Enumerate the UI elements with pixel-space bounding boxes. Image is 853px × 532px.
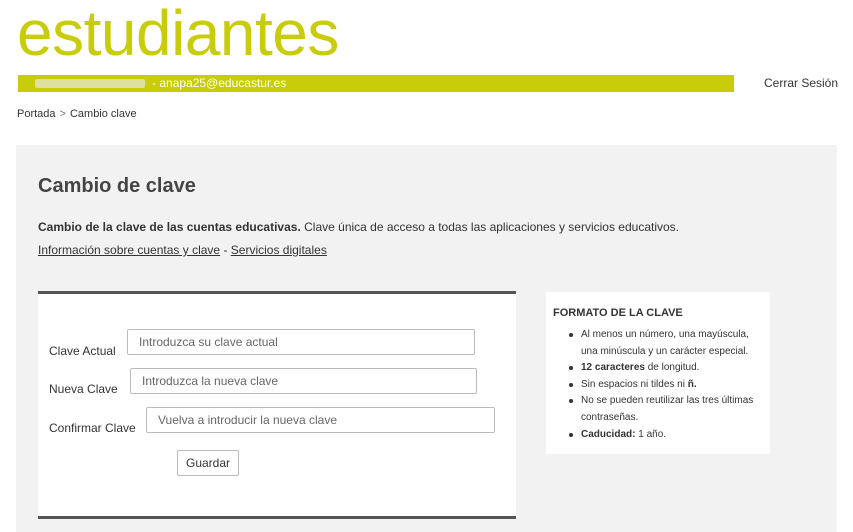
rule-item: 12 caracteres de longitud. xyxy=(553,360,763,377)
intro-text xyxy=(38,220,679,234)
links-separator: - xyxy=(223,243,228,257)
new-password-label: Nueva Clave xyxy=(49,382,118,396)
save-button[interactable]: Guardar xyxy=(177,450,239,476)
main-panel xyxy=(16,145,837,532)
rule-item: No se pueden reutilizar las tres últimas contraseñas. xyxy=(553,393,763,426)
info-accounts-link[interactable]: Información sobre cuentas y clave xyxy=(38,243,221,257)
help-links xyxy=(38,243,327,257)
password-rules-box xyxy=(546,292,770,454)
rules-list xyxy=(553,327,763,443)
new-password-input[interactable] xyxy=(130,368,477,394)
user-bar xyxy=(18,75,734,92)
rule-item: Al menos un número, una mayúscula, una minúscula y un carácter especial. xyxy=(553,327,763,360)
page-title: Cambio de clave xyxy=(38,175,196,197)
digital-services-link[interactable]: Servicios digitales xyxy=(230,243,327,257)
intro-bold: Cambio de la clave de las cuentas educativas. xyxy=(38,220,301,234)
change-password-form xyxy=(38,291,516,519)
breadcrumb-home[interactable]: Portada xyxy=(17,108,56,120)
brand-title: estudiantes xyxy=(17,0,339,69)
current-password-input[interactable] xyxy=(127,329,475,355)
intro-description: Clave única de acceso a todas las aplicaciones y servicios educativos. xyxy=(304,220,680,234)
user-name-redacted xyxy=(35,79,145,88)
confirm-password-input[interactable] xyxy=(146,407,495,433)
breadcrumb-current: Cambio clave xyxy=(69,108,137,120)
breadcrumb-separator-icon: > xyxy=(59,108,66,120)
rules-title: FORMATO DE LA CLAVE xyxy=(553,307,683,319)
logout-link[interactable]: Cerrar Sesión xyxy=(764,76,839,90)
rule-item: Caducidad: 1 año. xyxy=(553,427,763,444)
user-email: - anapa25@educastur.es xyxy=(152,76,287,90)
confirm-password-label: Confirmar Clave xyxy=(49,421,136,435)
breadcrumb xyxy=(17,108,137,120)
current-password-label: Clave Actual xyxy=(49,344,116,358)
rule-item: Sin espacios ni tildes ni ñ. xyxy=(553,377,763,394)
